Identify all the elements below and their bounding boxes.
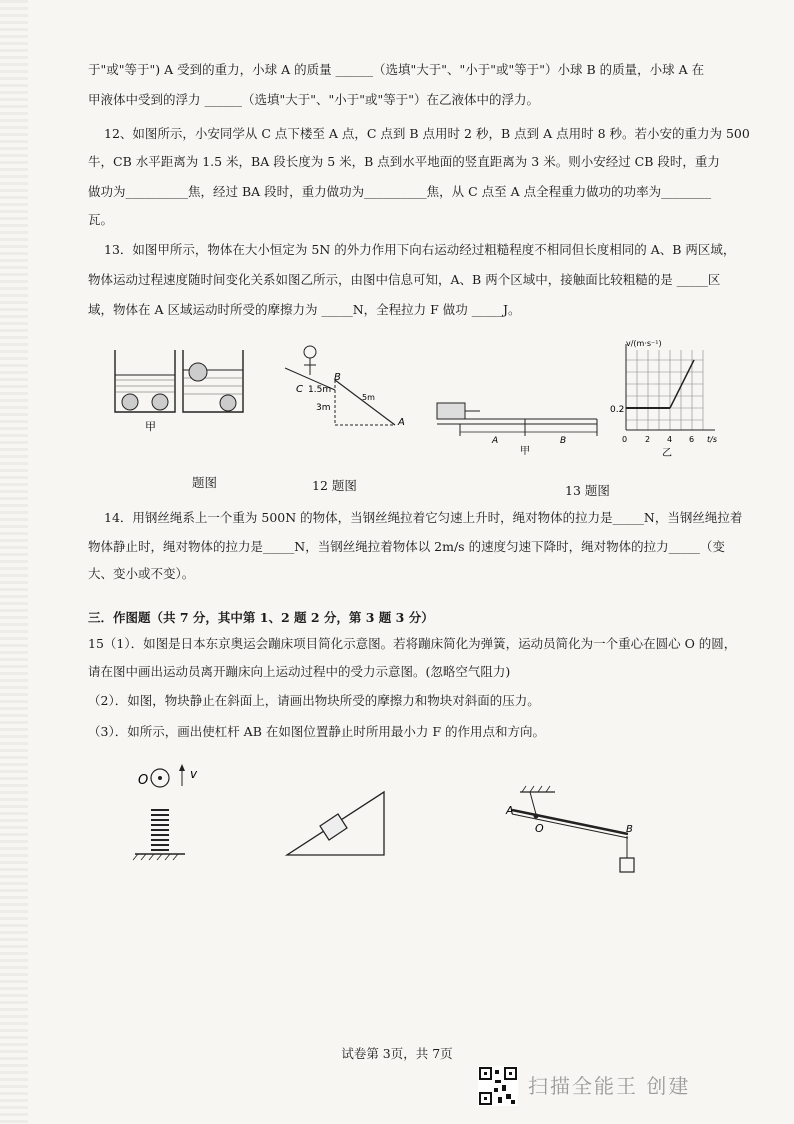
fig15-3-lever [512,786,634,872]
q11-line2: 甲液体中受到的浮力 ______（选填"大于"、"小于"或"等于"）在乙液体中的浮力。 [88,92,539,107]
fig13a-label: 甲 [520,446,530,457]
fig12-dist-ba: 5m [362,393,375,402]
fig15-2-incline [287,792,384,855]
q12-line3: 做功为__________焦，经过 BA 段时，重力做功为__________焦，从 C 点至 A 点全程重力做功的功率为________ [88,184,712,199]
fig13b-xtick-4: 4 [667,435,673,444]
page-footer: 试卷第 3页，共 7页 [341,1046,453,1061]
fig12-point-b: B [334,372,341,383]
fig11-caption: 题图 [192,475,218,490]
q14-line1: 14．用钢丝绳系上一个重为 500N 的物体，当钢丝绳拉着它匀速上升时，绳对物体的拉力是_____N，当钢丝绳拉着 [104,510,743,525]
fig12-point-a: A [398,417,405,428]
q12-line4: 瓦。 [88,212,114,227]
fig15-3-label-b: B [626,824,633,835]
fig12-dist-cb: 1.5m [308,385,332,395]
q14-line3: 大、变小或不变）。 [88,566,195,581]
scan-edge [0,0,28,1124]
figures-row-2 [0,750,794,880]
fig11-beakers [115,350,243,412]
q12-line1: 12、如图所示，小安同学从 C 点下楼至 A 点，C 点到 B 点用时 2 秒，B 点到 A 点用时 8 秒。若小安的重力为 500 [104,126,750,141]
fig13b-ytick: 0.2 [610,405,625,415]
fig13b-graph [626,344,715,430]
fig13b-xlabel: t/s [707,435,717,444]
fig15-1-label-o: O [138,773,149,788]
fig13b-label: 乙 [662,448,672,459]
q15-2-line: （2）．如图，物块静止在斜面上，请画出物块所受的摩擦力和物块对斜面的压力。 [88,693,540,708]
scanner-watermark: 扫描全能王 创建 [528,1074,691,1098]
q11-line1: 于"或"等于") A 受到的重力，小球 A 的质量 ______（选填"大于"、"小于"或"等于"）小球 B 的质量，小球 A 在 [88,62,705,77]
fig12-caption: 12 题图 [312,478,357,493]
fig15-3-label-a: A [506,804,514,817]
fig13b-xtick-0: 0 [622,435,628,444]
fig13b-xtick-2: 2 [645,435,651,444]
q15-3-line: （3）．如所示，画出使杠杆 AB 在如图位置静止时所用最小力 F 的作用点和方向。 [88,724,545,739]
fig13a-zone-b: B [560,436,567,446]
section3-heading: 三．作图题（共 7 分，其中第 1、2 题 2 分，第 3 题 3 分） [88,610,434,625]
q13-line3: 域，物体在 A 区域运动时所受的摩擦力为 _____N，全程拉力 F 做功 _____J。 [88,302,521,317]
fig13a-track [437,403,597,436]
q14-line2: 物体静止时，绳对物体的拉力是_____N，当钢丝绳拉着物体以 2m/s 的速度匀速下降时，绳对物体的拉力_____（变 [88,539,725,554]
q15-1-line1: 15（1）．如图是日本东京奥运会蹦床项目简化示意图。若将蹦床简化为弹簧，运动员简化为一个重心在圆心 O 的圆， [88,636,737,651]
fig11-label: 甲 [145,420,156,433]
fig12-point-c: C [296,384,303,395]
fig13a-zone-a: A [492,436,499,446]
q12-line2: 牛，CB 水平距离为 1.5 米，BA 段长度为 5 米，B 点到水平地面的竖直距离为 3 米。则小安经过 CB 段时，重力 [88,154,720,169]
fig13b-ylabel: v/(m·s⁻¹) [626,339,662,348]
figures-row-1 [0,330,794,500]
fig15-3-label-o: O [535,822,544,835]
q13-line1: 13．如图甲所示，物体在大小恒定为 5N 的外力作用下向右运动经过粗糙程度不相同但长度相同的 A、B 两区域， [104,242,736,257]
qr-code-icon [478,1066,518,1106]
fig13-caption: 13 题图 [565,483,610,498]
fig13b-xtick-6: 6 [689,435,695,444]
fig15-1-label-v: v [190,767,198,781]
q15-1-line2: 请在图中画出运动员离开蹦床向上运动过程中的受力示意图。(忽略空气阻力) [88,664,511,679]
fig12-dist-h: 3m [316,403,331,413]
q13-line2: 物体运动过程速度随时间变化关系如图乙所示，由图中信息可知，A、B 两个区域中，接触面比较粗糙的是 _____区 [88,272,721,287]
